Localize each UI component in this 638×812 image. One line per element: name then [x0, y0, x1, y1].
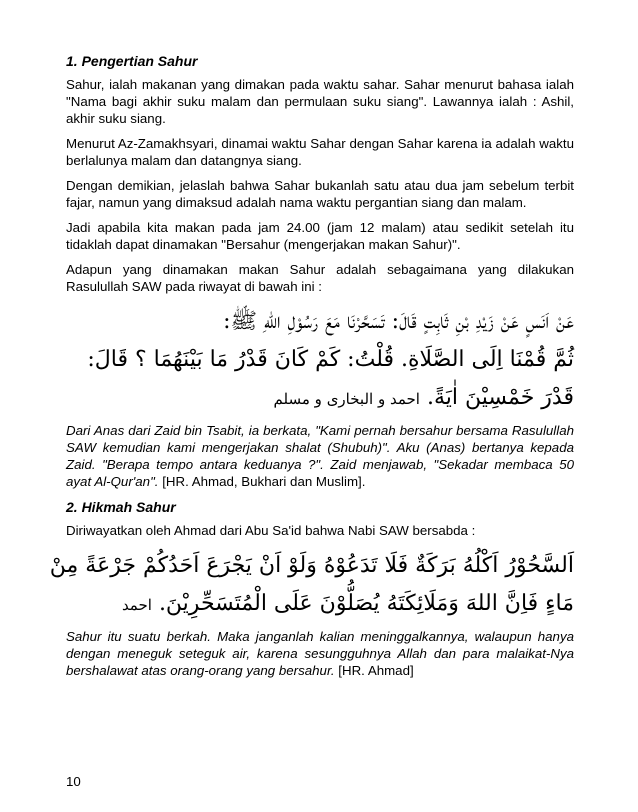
- paragraph: Diriwayatkan oleh Ahmad dari Abu Sa'id bahwa Nabi SAW bersabda :: [66, 523, 476, 538]
- paragraph: Jadi apabila kita makan pada jam 24.00 (jam 12 malam) atau sedikit setelah itu tidaklah dapat dinamakan "Bersahur (mengerjakan makan Sahur)".: [66, 220, 574, 252]
- section-heading-hikmah-sahur: 2. Hikmah Sahur: [66, 499, 176, 515]
- arabic-hadith-2: [49, 547, 574, 624]
- hadith-source: [HR. Ahmad, Bukhari dan Muslim].: [162, 474, 366, 489]
- arabic-line: عَنْ اَنَسٍ عَنْ زَيْدِ بْنِ ثَابِتٍ قَالَ: تَسَحَّرْنَا مَعَ رَسُوْلِ اللهِ ﷺ:: [223, 309, 574, 334]
- arabic-hadith-1: [66, 303, 574, 418]
- arabic-line: [66, 585, 574, 624]
- arabic-reference: احمد: [121, 596, 152, 614]
- paragraph: Dengan demikian, jelaslah bahwa Sahar bukanlah satu atau dua jam sebelum terbit fajar, namun yang dimaksud adalah nama waktu pergantian siang dan malam.: [66, 178, 574, 210]
- paragraph: Menurut Az-Zamakhsyari, dinamai waktu Sahar dengan Sahar karena ia adalah waktu berlalunya malam dan datangnya siang.: [66, 136, 574, 168]
- translation-text: Dari Anas dari Zaid bin Tsabit, ia berkata, "Kami pernah bersahur bersama Rasulullah SAW kemudian kami mengerjakan shalat (Shubuh)". Aku (Anas) bertanya kepada Zaid. "Berapa tempo antara keduanya ?". Zaid menjawab, "Sekadar membaca 50 ayat Al-Qur'an".: [66, 423, 574, 489]
- translation-hadith-1: [66, 422, 574, 490]
- arabic-text: قَدْرَ خَمْسِيْنَ اٰيَةً.: [426, 385, 574, 410]
- arabic-line: [66, 379, 574, 418]
- hadith-source: [HR. Ahmad]: [338, 663, 414, 678]
- arabic-line: ثُمَّ قُمْنَا اِلَى الصَّلَاةِ. قُلْتُ: كَمْ كَانَ قَدْرُ مَا بَيْنَهُمَا ؟ قَالَ:: [87, 347, 574, 372]
- paragraph: Adapun yang dinamakan makan Sahur adalah sebagaimana yang dilakukan Rasulullah SAW pada riwayat di bawah ini :: [66, 262, 574, 294]
- translation-hadith-2: [66, 628, 574, 679]
- arabic-reference: احمد و البخارى و مسلم: [273, 390, 420, 408]
- document-page: [49, 52, 574, 687]
- arabic-line: اَلسَّحُوْرُ اَكْلُهُ بَرَكَةٌ فَلَا تَدَعُوْهُ وَلَوْ اَنْ يَجْرَعَ اَحَدُكُمْ جَرْعَةً مِنْ: [49, 553, 574, 578]
- translation-text: Sahur itu suatu berkah. Maka janganlah kalian meninggalkannya, walaupun hanya dengan meneguk seteguk air, karena sesungguhnya Allah dan para malaikat-Nya bershalawat atas orang-orang yang bersahur.: [66, 629, 574, 678]
- page-number: 10: [66, 774, 81, 789]
- paragraph: Sahur, ialah makanan yang dimakan pada waktu sahar. Sahar menurut bahasa ialah "Nama bagi akhir suku malam dan permulaan suku siang". Lawannya ialah : Ashil, akhir suku siang.: [66, 77, 574, 126]
- arabic-text: مَاءٍ فَاِنَّ اللهَ وَمَلَائِكَتَهُ يُصَلُّوْنَ عَلَى الْمُتَسَحِّرِيْنَ.: [158, 591, 574, 616]
- section-heading-pengertian-sahur: 1. Pengertian Sahur: [66, 53, 198, 69]
